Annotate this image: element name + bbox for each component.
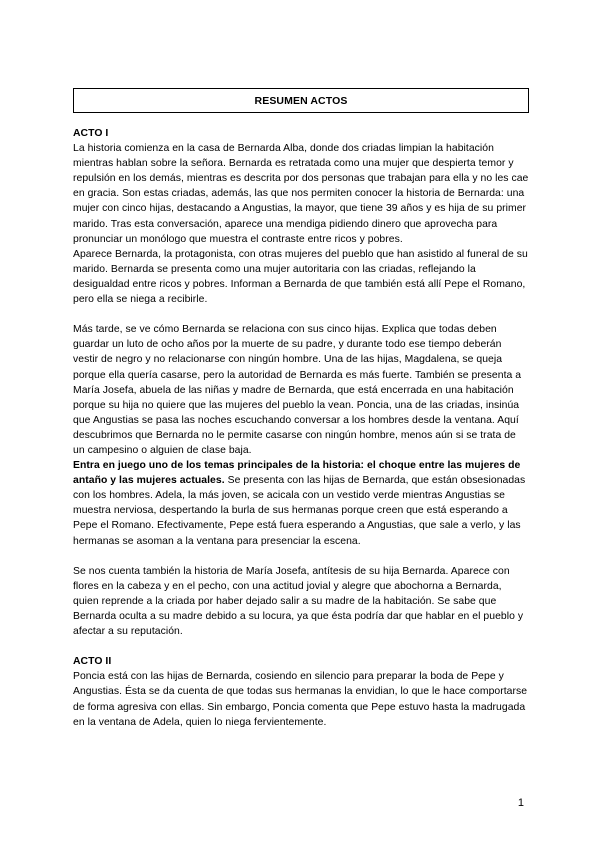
act-1-heading: ACTO I [73,128,109,139]
act-1-paragraph-4-rest: Se presenta con las hijas de Bernarda, que están obsesionadas con los hombres. Adela, la más joven, se acicala con un vestido verde mientras Angustias se muestra nerviosa, despertando la burla de sus hermanas porque creen que está esperando a Pepe el Romano. Efectivamente, Pepe está fuera esperando a Angustias, que sale a verlo, y las hermanas se asoman a la ventana para presenciar la escena. [73,475,526,547]
page-number: 1 [517,797,524,809]
act-2-heading: ACTO II [73,656,112,668]
act-1-paragraph-1: La historia comienza en la casa de Bernarda Alba, donde dos criadas limpian la habitación mientras hablan sobre la señora. Bernarda es retratada como una mujer que despierta temor y repulsión en los demás, mientras es descrita por dos personas que trabajan para ella y no les cae en gracia. Son estas criadas, además, las que nos permiten conocer la historia de Bernarda: una mujer con cinco hijas, destacando a Angustias, la mayor, que tiene 39 años y es hija de su primer marido. Tras esta conversación, aparece una mendiga pidiendo dinero que aprovecha para pronunciar un monólogo que muestra el contraste entre ricos y pobres. [73,143,529,245]
act-2-paragraph-1: Poncia está con las hijas de Bernarda, cosiendo en silencio para preparar la boda de Pepe y Angustias. Ésta se da cuenta de que todas sus hermanas la envidian, lo que le hace comportarse de forma agresiva con ellas. Sin embargo, Poncia comenta que Pepe estuvo hasta la madrugada en la ventana de Adela, quien lo niega fervientemente. [73,671,528,728]
act-1-paragraph-4 [73,458,529,549]
act-1-paragraph-5: Se nos cuenta también la historia de María Josefa, antítesis de su hija Bernarda. Aparece con flores en la cabeza y en el pecho, con una actitud jovial y alegre que abochorna a Bernarda, quien reprende a la criada por haber dejado salir a su madre de la habitación. Se sabe que Bernarda oculta a su madre debido a su locura, ya que ésta podría dar que hablar en el pueblo y afectar a su reputación. [73,565,524,638]
document-title-box [73,88,529,113]
act-1-paragraph-4-bold: Entra en juego uno de los temas principales de la historia: el choque entre las mujeres de antaño y las mujeres actuales. [73,460,521,487]
document-page [73,88,529,730]
act-1-paragraph-3: Más tarde, se ve cómo Bernarda se relaciona con sus cinco hijas. Explica que todas deben guardar un luto de ocho años por la muerte de su padre, y durante todo ese tiempo deberán vestir de negro y no relacionarse con ningún hombre. Una de las hijas, Magdalena, se queja porque ella quería casarse, pero la autoridad de Bernarda es más fuerte. También se presenta a María Josefa, abuela de las niñas y madre de Bernarda, que está encerrada en una habitación porque su hija no quiere que las mujeres del pueblo la vean. Poncia, una de las criadas, insinúa que Angustias se pasa las noches escuchando conversar a los hombres desde la ventana. Aquí descubrimos que Bernarda no le permite casarse con ningún hombre, menos aún si se trata de un campesino o alguien de clase baja. [73,324,522,456]
act-1-paragraph-2: Aparece Bernarda, la protagonista, con otras mujeres del pueblo que han asistido al funeral de su marido. Bernarda se presenta como una mujer autoritaria con las criadas, reflejando la desigualdad entre ricos y pobres. Informan a Bernarda de que también está allí Pepe el Romano, pero ella se niega a recibirle. [73,248,528,306]
document-body [73,126,529,730]
document-title: RESUMEN ACTOS [254,94,348,107]
